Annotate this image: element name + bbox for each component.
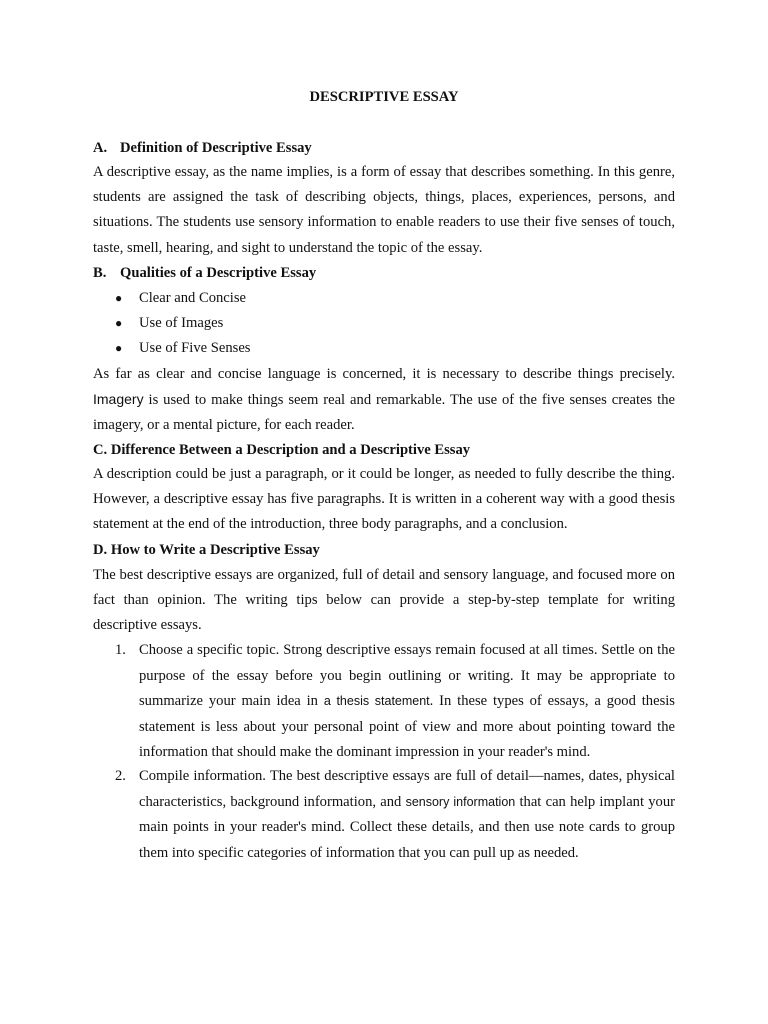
numbered-step — [115, 764, 675, 866]
numbered-step — [115, 638, 675, 766]
bullet-text: Use of Five Senses — [139, 340, 251, 356]
imagery-term: Imagery — [93, 391, 144, 408]
step-text-end: that can help implant your main points in your reader's mind. Collect these details, and then use note cards to group them into specific categories of information that you can pull up as needed. — [139, 793, 676, 861]
step-text-start: Choose a specific topic. Strong descriptive essays remain focused at all times. Settle on the purpose of the essay before you begin outlining or writing. It may be appropriate to summarize your main idea in — [139, 642, 675, 710]
step-text — [139, 638, 675, 766]
section-b-paragraph-start: As far as clear and concise language is concerned, it is necessary to describe things precisely. — [93, 366, 675, 382]
section-b-paragraph-end: is used to make things seem real and remarkable. The use of the five senses creates the imagery, or a mental picture, for each reader. — [93, 392, 675, 434]
step-text-end: . In these types of essays, a good thesis statement is less about your personal point of view and more about pointing toward the information that should make the dominant impression in your reader's mind. — [139, 693, 675, 761]
document-title: DESCRIPTIVE ESSAY — [309, 89, 459, 105]
bullet-item — [115, 286, 246, 311]
step-text-start: Compile information. The best descriptive essays are full of detail—names, dates, physical characteristics, background information, and — [139, 768, 675, 810]
thesis-statement-link[interactable]: a thesis statement — [323, 694, 430, 709]
bullet-text: Clear and Concise — [139, 290, 246, 306]
step-number: 2. — [115, 768, 126, 784]
bullet-dot-icon: ● — [115, 341, 123, 355]
section-a-paragraph: A descriptive essay, as the name implies, is a form of essay that describes something. In this genre, students are assigned the task of describing objects, things, places, experiences, persons, and situations. The students use sensory information to enable readers to use their five senses of touch, taste, smell, hearing, and sight to understand the topic of the essay. — [93, 164, 675, 256]
section-b-heading — [93, 261, 675, 286]
sensory-information-link[interactable]: sensory information — [405, 794, 516, 809]
bullet-text: Use of Images — [139, 315, 224, 331]
section-a-heading — [93, 136, 675, 161]
section-a-heading-text: Definition of Descriptive Essay — [120, 140, 312, 156]
section-b-paragraph — [93, 362, 675, 439]
step-number: 1. — [115, 642, 126, 658]
section-c-heading: C. Difference Between a Description and a Descriptive Essay — [93, 442, 471, 458]
section-c-paragraph: A description could be just a paragraph, or it could be longer, as needed to fully describe the thing. However, a descriptive essay has five paragraphs. It is written in a coherent way with a good thesis statement at the end of the introduction, three body paragraphs, and a conclusion. — [93, 466, 675, 533]
section-a-letter: A. — [93, 140, 108, 156]
section-b-heading-text: Qualities of a Descriptive Essay — [120, 265, 317, 281]
bullet-dot-icon: ● — [115, 291, 123, 305]
step-text — [139, 764, 675, 866]
section-b-letter: B. — [93, 265, 107, 281]
section-d-heading: D. How to Write a Descriptive Essay — [93, 542, 320, 558]
bullet-item — [115, 336, 250, 361]
section-d-paragraph: The best descriptive essays are organized, full of detail and sensory language, and focused more on fact than opinion. The writing tips below can provide a step-by-step template for writing descriptive essays. — [93, 567, 675, 634]
bullet-dot-icon: ● — [115, 316, 123, 330]
bullet-item — [115, 311, 223, 336]
